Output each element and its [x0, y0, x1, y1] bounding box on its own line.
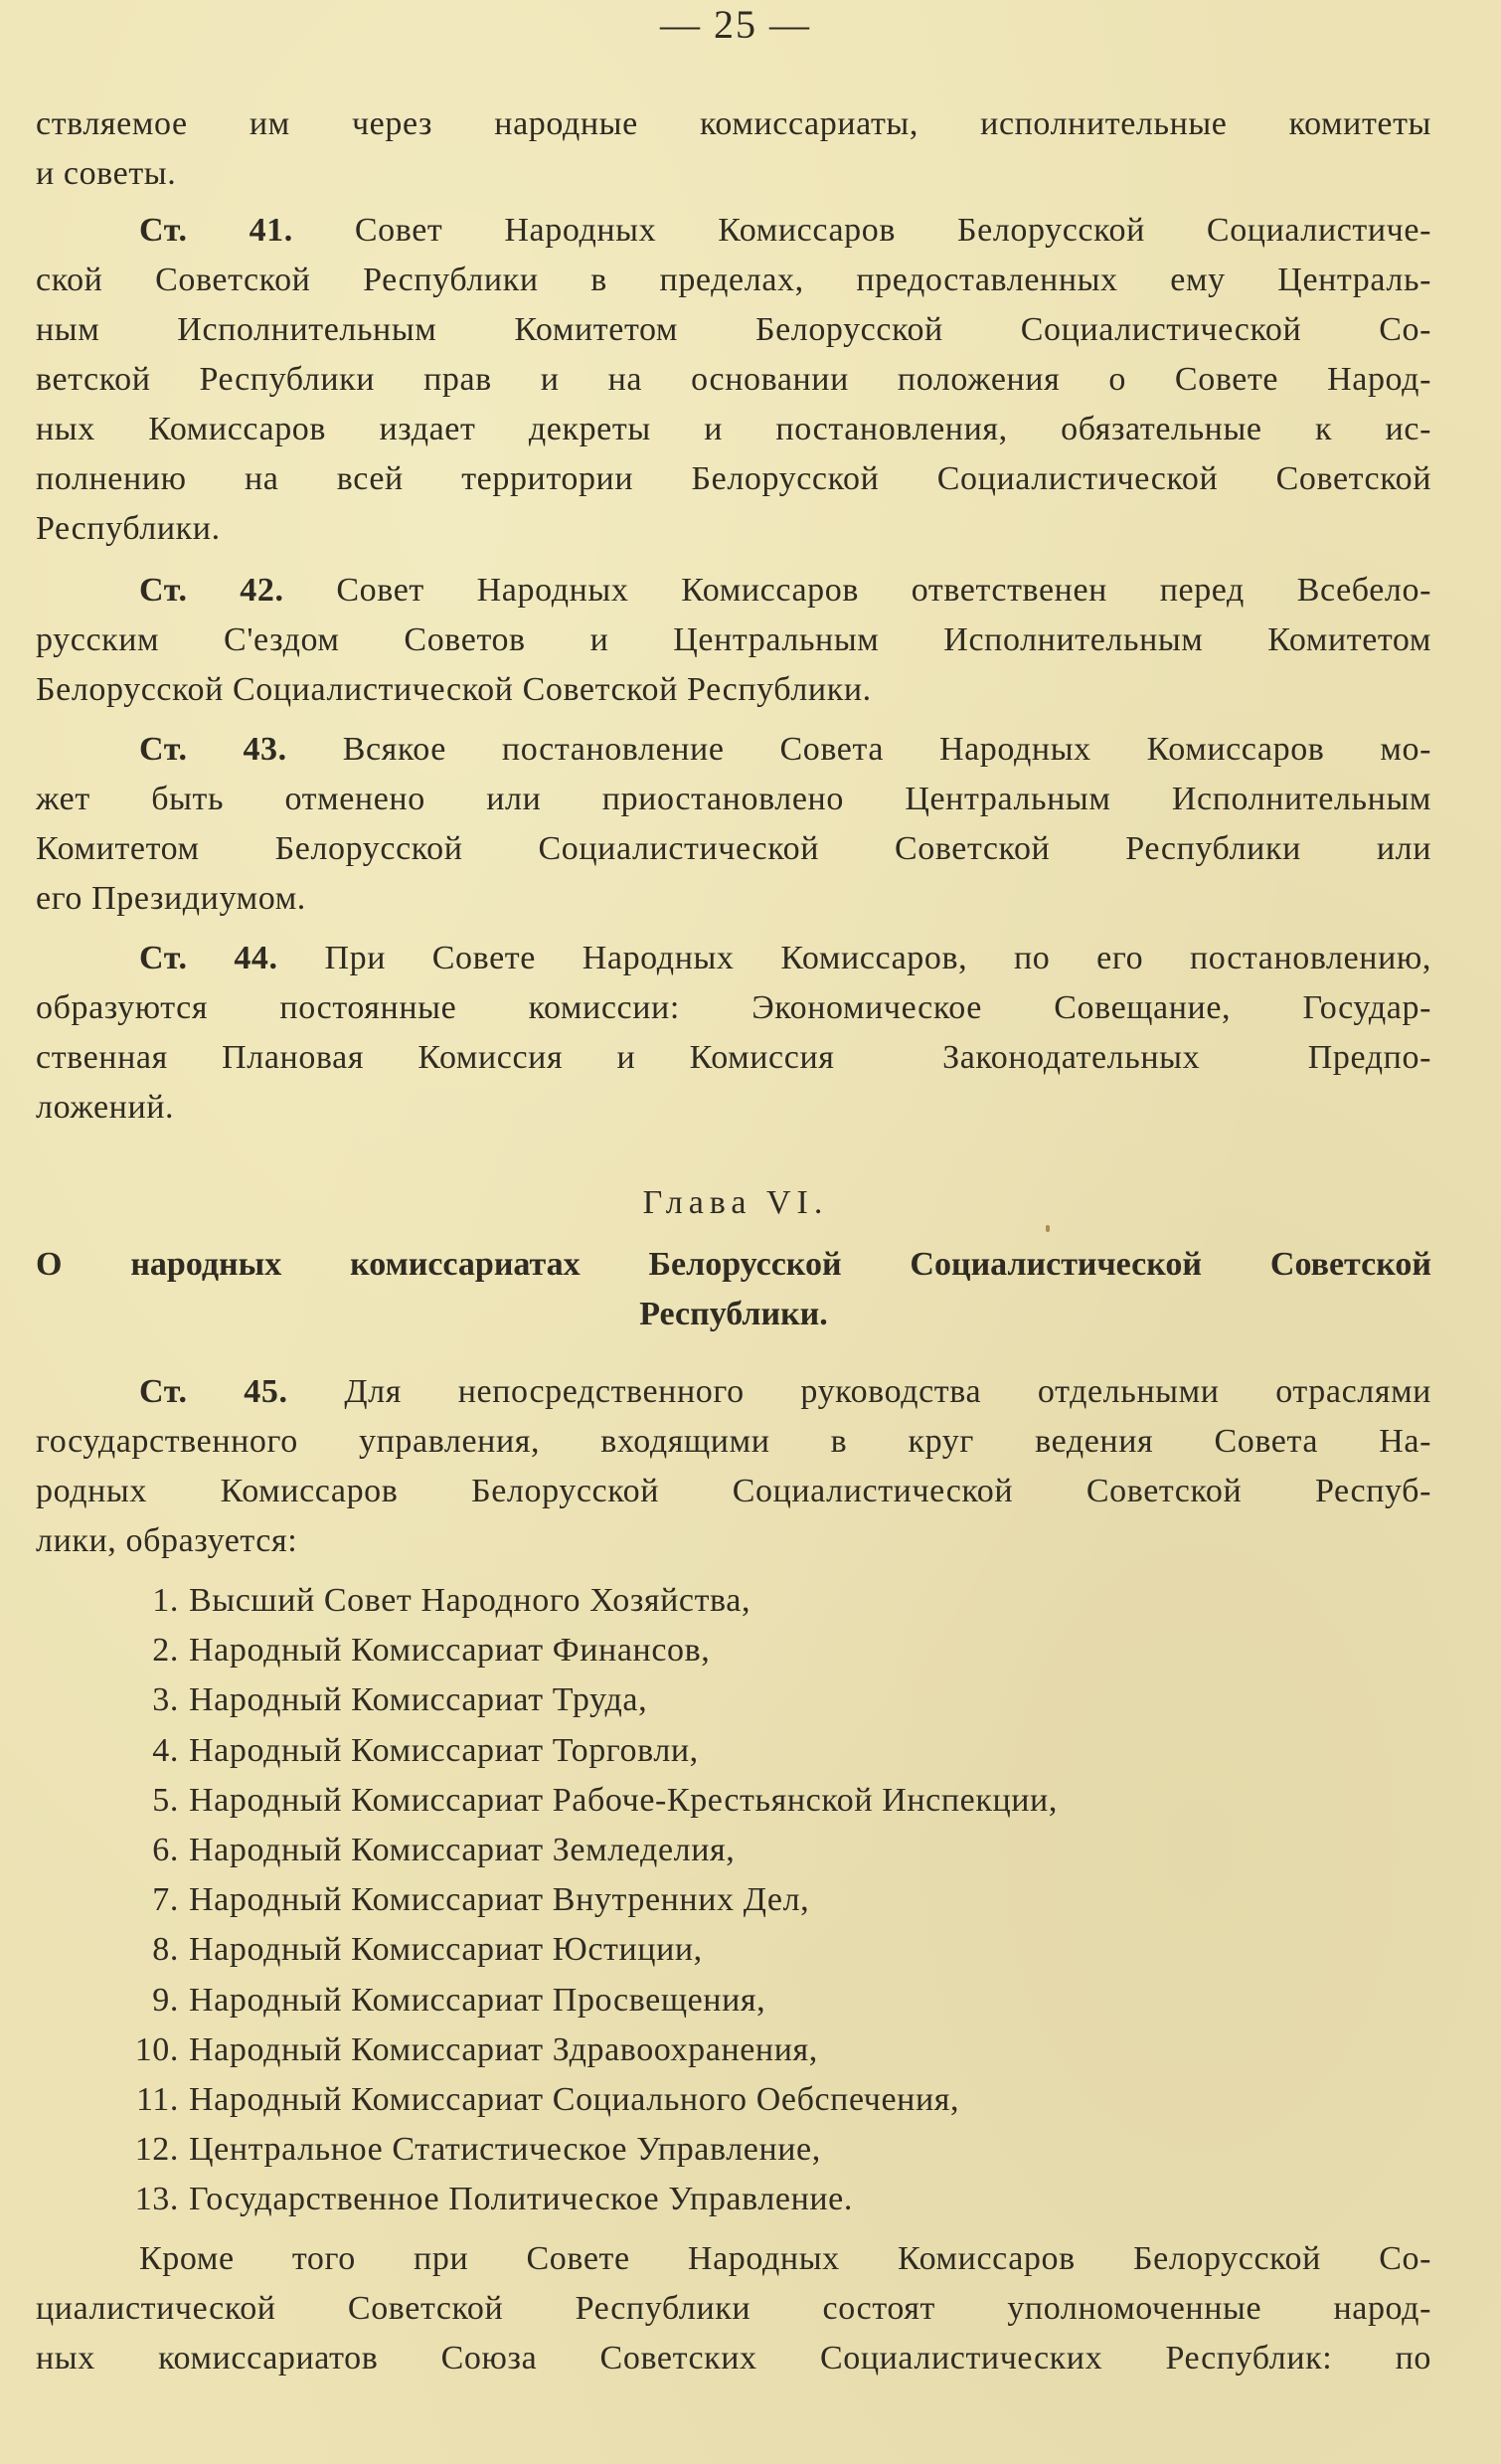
list-item: [99, 1976, 1431, 2025]
article-label: Ст. 44.: [139, 940, 278, 976]
text-line: Белорусской Социалистической Советской Республики.: [36, 671, 872, 708]
article-text: Для непосредственного руководства отдельными отраслями: [344, 1373, 1431, 1410]
list-number: 12.: [134, 2131, 179, 2169]
list-number: 6.: [152, 1831, 179, 1868]
list-item: [99, 1726, 1431, 1776]
list-item: [99, 1925, 1431, 1975]
list-text: Народный Комиссариат Социального Оебспечения,: [189, 2080, 960, 2118]
list-text: Народный Комиссариат Земледелия,: [189, 1831, 736, 1868]
article-42: [36, 566, 1431, 715]
list-text: Народный Комиссариат Внутренних Дел,: [189, 1881, 810, 1919]
list-text: Народный Комиссариат Труда,: [189, 1681, 648, 1719]
chapter-title: Глава VI.: [642, 1184, 829, 1221]
list-text: Народный Комиссариат Торговли,: [189, 1731, 699, 1769]
article-text: При Совете Народных Комиссаров, по его постановлению,: [324, 940, 1431, 976]
list-number: 4.: [152, 1731, 179, 1769]
list-number: 7.: [152, 1881, 179, 1919]
text-line: ственная Плановая Комиссия и Комиссия Законодательных Предпо-: [36, 1039, 1431, 1076]
list-item: [99, 1776, 1431, 1826]
text-line: образуются постоянные комиссии: Экономическое Совещание, Государ-: [36, 989, 1431, 1026]
list-item: [99, 2175, 1431, 2224]
list-number: 3.: [152, 1681, 179, 1719]
article-45: [36, 1367, 1431, 1566]
text-line: полнению на всей территории Белорусской Социалистической Советской: [36, 460, 1431, 497]
list-text: Народный Комиссариат Финансов,: [189, 1632, 711, 1670]
list-item: [99, 1875, 1431, 1925]
list-text: Народный Комиссариат Просвещения,: [189, 1981, 766, 2019]
text-line: [36, 725, 1431, 775]
text-line: ветской Республики прав и на основании положения о Совете Народ-: [36, 361, 1431, 398]
heading-line: Республики.: [639, 1296, 828, 1332]
text-line: ных комиссариатов Союза Советских Социалистических Республик: по: [36, 2340, 1431, 2376]
text-line: и советы.: [36, 155, 177, 192]
text-line: Республики.: [36, 510, 221, 547]
list-item: [99, 2025, 1431, 2075]
list-text: Народный Комиссариат Юстиции,: [189, 1931, 703, 1969]
text-line: [36, 206, 1431, 256]
chapter-heading: [36, 1240, 1431, 1339]
text-line: жет быть отменено или приостановлено Центральным Исполнительным: [36, 781, 1431, 817]
article-41: [36, 206, 1431, 554]
article-label: Ст. 43.: [139, 731, 287, 768]
list-number: 1.: [152, 1582, 179, 1619]
text-line: его Президиумом.: [36, 880, 306, 917]
heading-line: О народных комиссариатах Белорусской Социалистической Советской: [36, 1246, 1431, 1283]
text-line: лики, образуется:: [36, 1522, 298, 1559]
closing-paragraph: [36, 2234, 1431, 2383]
text-line: Кроме того при Совете Народных Комиссаров Белорусской Со-: [139, 2240, 1431, 2277]
list-item: [99, 1576, 1431, 1626]
intro-paragraph: [36, 99, 1431, 199]
paper-speck: [1046, 1225, 1050, 1232]
list-number: 13.: [134, 2181, 179, 2218]
list-item: [99, 2075, 1431, 2125]
text-line: [36, 934, 1431, 983]
list-number: 10.: [134, 2030, 179, 2068]
list-number: 9.: [152, 1981, 179, 2019]
article-text: Совет Народных Комиссаров ответственен перед Всебело-: [336, 572, 1432, 609]
page-number: — 25 —: [660, 2, 811, 47]
article-43: [36, 725, 1431, 924]
article-label: Ст. 45.: [139, 1373, 288, 1410]
text-line: ской Советской Республики в пределах, предоставленных ему Централь-: [36, 262, 1431, 298]
list-number: 5.: [152, 1781, 179, 1819]
article-label: Ст. 42.: [139, 572, 284, 609]
list-text: Народный Комиссариат Рабоче-Крестьянской Инспекции,: [189, 1781, 1058, 1819]
list-number: 8.: [152, 1931, 179, 1969]
list-number: 11.: [135, 2080, 179, 2118]
list-item: [99, 1675, 1431, 1725]
text-line: ложений.: [36, 1089, 175, 1126]
article-text: Совет Народных Комиссаров Белорусской Социалистиче-: [354, 212, 1431, 249]
text-line: [36, 1367, 1431, 1417]
list-text: Центральное Статистическое Управление,: [189, 2131, 821, 2169]
article-44: [36, 934, 1431, 1133]
list-text: Народный Комиссариат Здравоохранения,: [189, 2030, 818, 2068]
commissariat-list: [99, 1576, 1431, 2224]
text-line: ным Исполнительным Комитетом Белорусской Социалистической Со-: [36, 311, 1431, 348]
text-line: государственного управления, входящими в круг ведения Совета На-: [36, 1423, 1431, 1460]
text-line: родных Комиссаров Белорусской Социалистической Советской Респуб-: [36, 1473, 1431, 1509]
list-item: [99, 1626, 1431, 1675]
text-line: [36, 566, 1431, 616]
text-line: циалистической Советской Республики состоят уполномоченные народ-: [36, 2290, 1431, 2327]
list-item: [99, 1826, 1431, 1875]
list-text: Высший Совет Народного Хозяйства,: [189, 1582, 751, 1619]
list-item: [99, 2125, 1431, 2175]
text-line: русским С'ездом Советов и Центральным Исполнительным Комитетом: [36, 621, 1431, 658]
text-line: ствляемое им через народные комиссариаты, исполнительные комитеты: [36, 105, 1431, 142]
text-line: ных Комиссаров издает декреты и постановления, обязательные к ис-: [36, 411, 1431, 447]
article-label: Ст. 41.: [139, 212, 293, 249]
article-text: Всякое постановление Совета Народных Комиссаров мо-: [342, 731, 1431, 768]
text-line: Комитетом Белорусской Социалистической Советской Республики или: [36, 830, 1431, 867]
list-number: 2.: [152, 1632, 179, 1670]
list-text: Государственное Политическое Управление.: [189, 2181, 853, 2218]
